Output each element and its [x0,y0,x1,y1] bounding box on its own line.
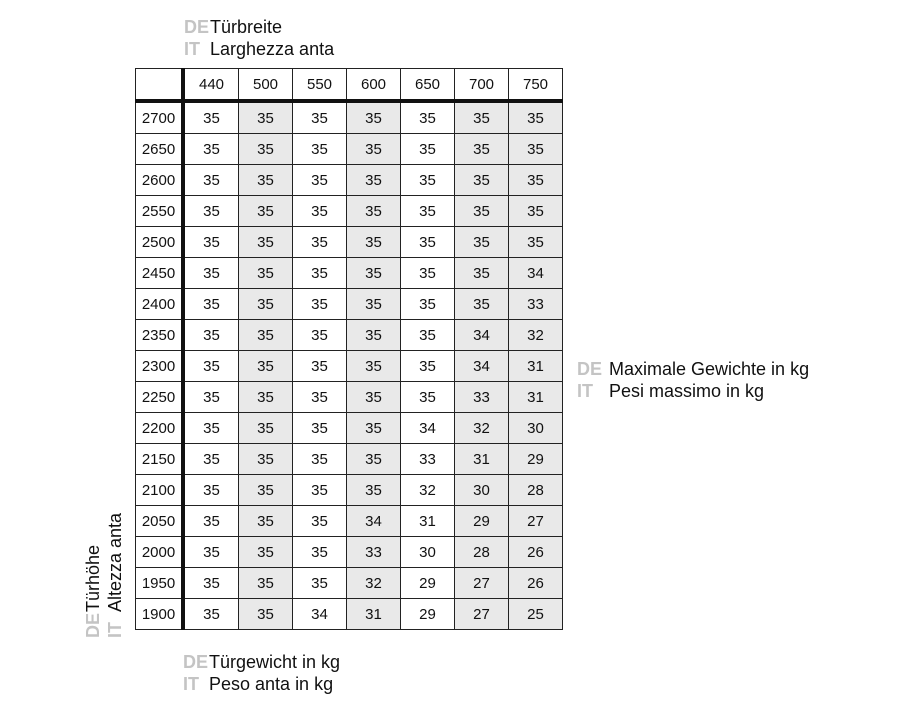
weight-cell: 35 [239,568,293,599]
row-header-2350: 2350 [136,320,184,351]
weight-cell: 35 [347,475,401,506]
weight-cell: 35 [293,475,347,506]
header-row [136,69,563,102]
weight-cell: 35 [239,258,293,289]
weight-cell: 27 [455,599,509,630]
lang-tag-de: DE [83,612,103,638]
weight-cell: 35 [183,568,239,599]
weight-cell: 33 [509,289,563,320]
table-row [136,258,563,289]
weight-cell: 32 [509,320,563,351]
weight-cell: 35 [183,537,239,568]
weight-cell: 35 [183,320,239,351]
weight-cell: 35 [183,289,239,320]
row-header-2250: 2250 [136,382,184,413]
row-header-1950: 1950 [136,568,184,599]
weight-cell: 29 [401,568,455,599]
table-row [136,134,563,165]
weight-cell: 33 [401,444,455,475]
weight-cell: 35 [293,196,347,227]
row-header-1900: 1900 [136,599,184,630]
weight-cell: 35 [347,320,401,351]
weight-cell: 33 [347,537,401,568]
weight-cell: 34 [347,506,401,537]
row-header-2600: 2600 [136,165,184,196]
row-header-2300: 2300 [136,351,184,382]
weight-cell: 30 [509,413,563,444]
weight-cell: 29 [401,599,455,630]
weight-cell: 33 [455,382,509,413]
weight-cell: 31 [509,382,563,413]
weight-cell: 28 [509,475,563,506]
weight-cell: 35 [183,165,239,196]
weight-cell: 35 [183,134,239,165]
table-row [136,537,563,568]
row-header-2100: 2100 [136,475,184,506]
weight-cell: 35 [293,351,347,382]
weight-cell: 35 [183,196,239,227]
weight-cell: 35 [183,599,239,630]
weight-cell: 35 [509,196,563,227]
weight-cell: 35 [239,101,293,134]
weight-cell: 31 [455,444,509,475]
table-row [136,475,563,506]
weight-cell: 35 [401,320,455,351]
weight-cell: 35 [509,227,563,258]
weight-cell: 35 [347,101,401,134]
weight-cell: 30 [455,475,509,506]
weight-cell: 34 [455,320,509,351]
weight-cell: 35 [239,289,293,320]
weight-cell: 26 [509,537,563,568]
row-header-2050: 2050 [136,506,184,537]
column-header-650: 650 [401,69,455,102]
door-height-it: Altezza anta [105,512,125,612]
weight-table [135,68,563,630]
weight-cell: 35 [293,320,347,351]
weight-cell: 35 [239,599,293,630]
weight-cell: 35 [401,196,455,227]
weight-cell: 35 [293,444,347,475]
weight-cell: 35 [239,351,293,382]
weight-cell: 35 [239,165,293,196]
weight-cell: 27 [509,506,563,537]
weight-cell: 35 [183,444,239,475]
column-header-500: 500 [239,69,293,102]
table-row [136,506,563,537]
weight-cell: 32 [455,413,509,444]
table-row [136,320,563,351]
door-height-de: Türhöhe [83,544,103,612]
table-row [136,599,563,630]
column-header-440: 440 [183,69,239,102]
weight-cell: 35 [239,413,293,444]
weight-cell: 35 [347,382,401,413]
weight-cell: 35 [293,537,347,568]
weight-cell: 35 [401,101,455,134]
door-weight-it: Peso anta in kg [209,674,334,694]
row-header-2550: 2550 [136,196,184,227]
weight-cell: 35 [239,227,293,258]
weight-cell: 35 [239,382,293,413]
weight-cell: 35 [509,134,563,165]
row-header-2650: 2650 [136,134,184,165]
door-width-label [184,16,334,60]
weight-cell: 31 [509,351,563,382]
weight-cell: 35 [293,506,347,537]
weight-cell: 35 [347,289,401,320]
door-width-de: Türbreite [210,17,283,37]
weight-cell: 35 [293,165,347,196]
row-header-2200: 2200 [136,413,184,444]
corner-cell [136,69,184,102]
row-header-2500: 2500 [136,227,184,258]
table-row [136,444,563,475]
weight-cell: 29 [509,444,563,475]
weight-cell: 35 [347,227,401,258]
weight-cell: 35 [239,444,293,475]
weight-cell: 31 [347,599,401,630]
weight-cell: 32 [401,475,455,506]
weight-cell: 35 [455,289,509,320]
weight-cell: 35 [293,101,347,134]
lang-tag-it: IT [184,39,200,59]
weight-cell: 35 [347,413,401,444]
weight-cell: 35 [183,101,239,134]
weight-cell: 27 [455,568,509,599]
lang-tag-it: IT [105,622,125,638]
door-height-label [82,513,126,638]
column-header-750: 750 [509,69,563,102]
weight-cell: 35 [293,258,347,289]
weight-cell: 35 [347,351,401,382]
weight-cell: 35 [401,351,455,382]
weight-cell: 35 [183,413,239,444]
weight-cell: 35 [183,475,239,506]
max-weight-de: Maximale Gewichte in kg [609,359,810,379]
weight-cell: 35 [293,382,347,413]
table-row [136,413,563,444]
column-header-700: 700 [455,69,509,102]
table-row [136,351,563,382]
table-row [136,165,563,196]
lang-tag-de: DE [577,359,603,379]
weight-cell: 34 [293,599,347,630]
table-row [136,382,563,413]
weight-cell: 25 [509,599,563,630]
weight-cell: 35 [183,506,239,537]
row-header-2700: 2700 [136,101,184,134]
door-width-it: Larghezza anta [210,39,335,59]
table-row [136,101,563,134]
weight-cell: 35 [455,258,509,289]
weight-cell: 35 [347,134,401,165]
row-header-2450: 2450 [136,258,184,289]
door-weight-de: Türgewicht in kg [209,652,341,672]
lang-tag-it: IT [183,674,199,694]
weight-cell: 35 [239,196,293,227]
weight-cell: 35 [183,227,239,258]
weight-cell: 34 [509,258,563,289]
weight-cell: 31 [401,506,455,537]
weight-cell: 35 [239,506,293,537]
weight-cell: 35 [183,258,239,289]
door-weight-label [183,651,340,695]
weight-cell: 26 [509,568,563,599]
weight-cell: 35 [239,134,293,165]
weight-cell: 35 [239,320,293,351]
weight-cell: 35 [347,165,401,196]
weight-cell: 30 [401,537,455,568]
weight-cell: 35 [455,101,509,134]
weight-cell: 35 [401,227,455,258]
weight-cell: 35 [455,227,509,258]
weight-cell: 35 [455,165,509,196]
row-header-2150: 2150 [136,444,184,475]
max-weight-label [577,358,809,402]
weight-cell: 35 [347,444,401,475]
weight-cell: 35 [455,196,509,227]
weight-cell: 32 [347,568,401,599]
weight-cell: 35 [401,258,455,289]
weight-cell: 35 [293,227,347,258]
weight-cell: 35 [401,289,455,320]
lang-tag-de: DE [183,652,209,672]
table-row [136,289,563,320]
weight-cell: 35 [183,351,239,382]
weight-cell: 29 [455,506,509,537]
lang-tag-it: IT [577,381,593,401]
weight-cell: 35 [401,382,455,413]
row-header-2400: 2400 [136,289,184,320]
table-row [136,196,563,227]
row-header-2000: 2000 [136,537,184,568]
weight-cell: 35 [239,475,293,506]
weight-cell: 35 [293,568,347,599]
lang-tag-de: DE [184,17,210,37]
weight-cell: 35 [347,258,401,289]
weight-cell: 35 [509,101,563,134]
weight-cell: 35 [293,289,347,320]
weight-cell: 35 [401,134,455,165]
weight-cell: 35 [183,382,239,413]
column-header-600: 600 [347,69,401,102]
weight-cell: 34 [455,351,509,382]
table-row [136,227,563,258]
weight-cell: 35 [293,413,347,444]
weight-cell: 35 [455,134,509,165]
weight-cell: 34 [401,413,455,444]
weight-cell: 35 [509,165,563,196]
weight-cell: 35 [347,196,401,227]
table-row [136,568,563,599]
weight-cell: 35 [239,537,293,568]
column-header-550: 550 [293,69,347,102]
weight-cell: 35 [401,165,455,196]
weight-cell: 28 [455,537,509,568]
max-weight-it: Pesi massimo in kg [609,381,765,401]
weight-cell: 35 [293,134,347,165]
